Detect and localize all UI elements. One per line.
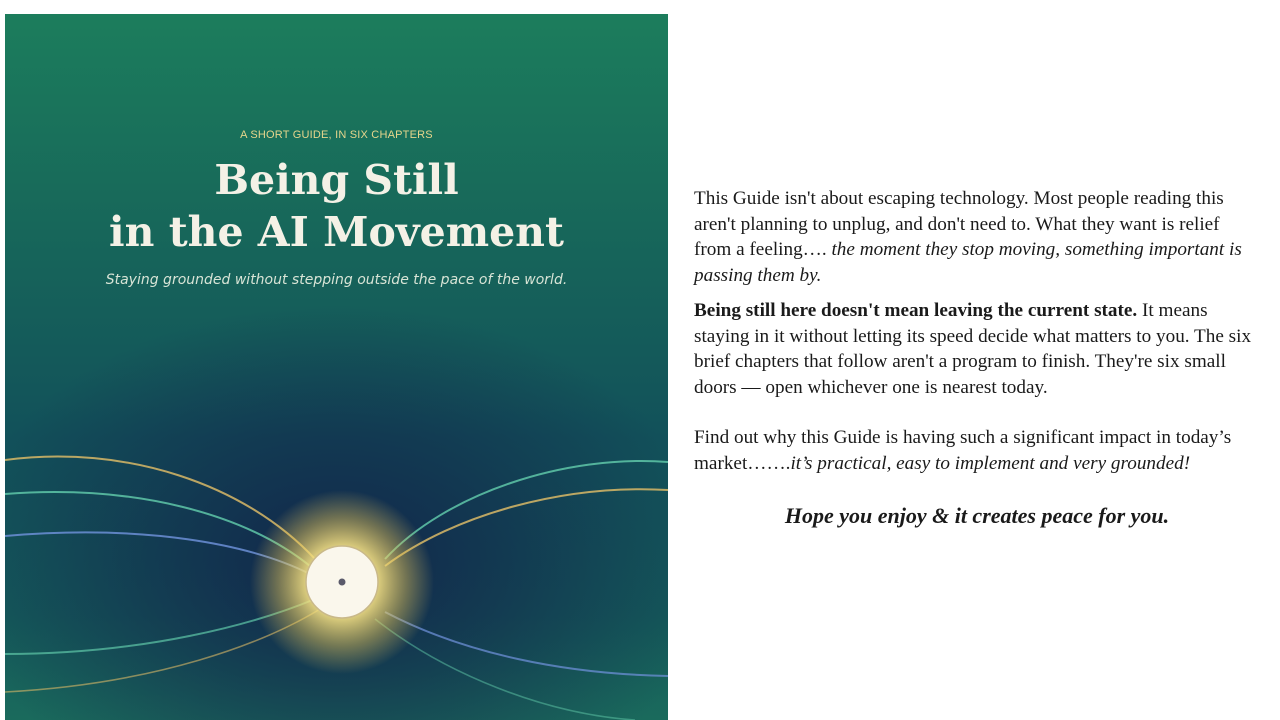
cover-artwork	[5, 14, 668, 720]
intro-paragraph	[694, 186, 1254, 288]
description-column	[694, 186, 1254, 530]
light-arc	[385, 612, 668, 676]
impact-text: Find out why this Guide is having such a significant impact in today’s market…….	[694, 427, 1232, 474]
impact-italic-text: it’s practical, easy to implement and very grounded!	[790, 452, 1191, 474]
light-arc	[385, 461, 668, 559]
cover-eyebrow: A SHORT GUIDE, IN SIX CHAPTERS	[240, 129, 433, 141]
impact-paragraph	[694, 425, 1254, 476]
light-center-dot	[339, 579, 346, 586]
cover-title-line2: in the AI Movement	[109, 208, 564, 256]
cover-subtitle: Staying grounded without stepping outside the pace of the world.	[105, 272, 568, 288]
closing-line: Hope you enjoy & it creates peace for you.	[784, 503, 1170, 528]
intro-text: This Guide isn't about escaping technology. Most people reading this aren't planning to unplug, and don't need to. What they want is relief from a feeling….	[694, 188, 1224, 260]
stillness-paragraph	[694, 298, 1254, 400]
cover-title-line1: Being Still	[214, 156, 459, 204]
stillness-text: It means staying in it without letting its speed decide what matters to you. The six brief chapters that follow aren't a program to finish. They're six small doors — open whichever one is nearest today.	[694, 300, 1252, 398]
cover-title	[5, 154, 668, 258]
book-cover-image	[5, 14, 668, 720]
intro-italic-text: the moment they stop moving, something important is passing them by.	[694, 239, 1242, 286]
stillness-bold-text: Being still here doesn't mean leaving the current state.	[694, 300, 1138, 321]
